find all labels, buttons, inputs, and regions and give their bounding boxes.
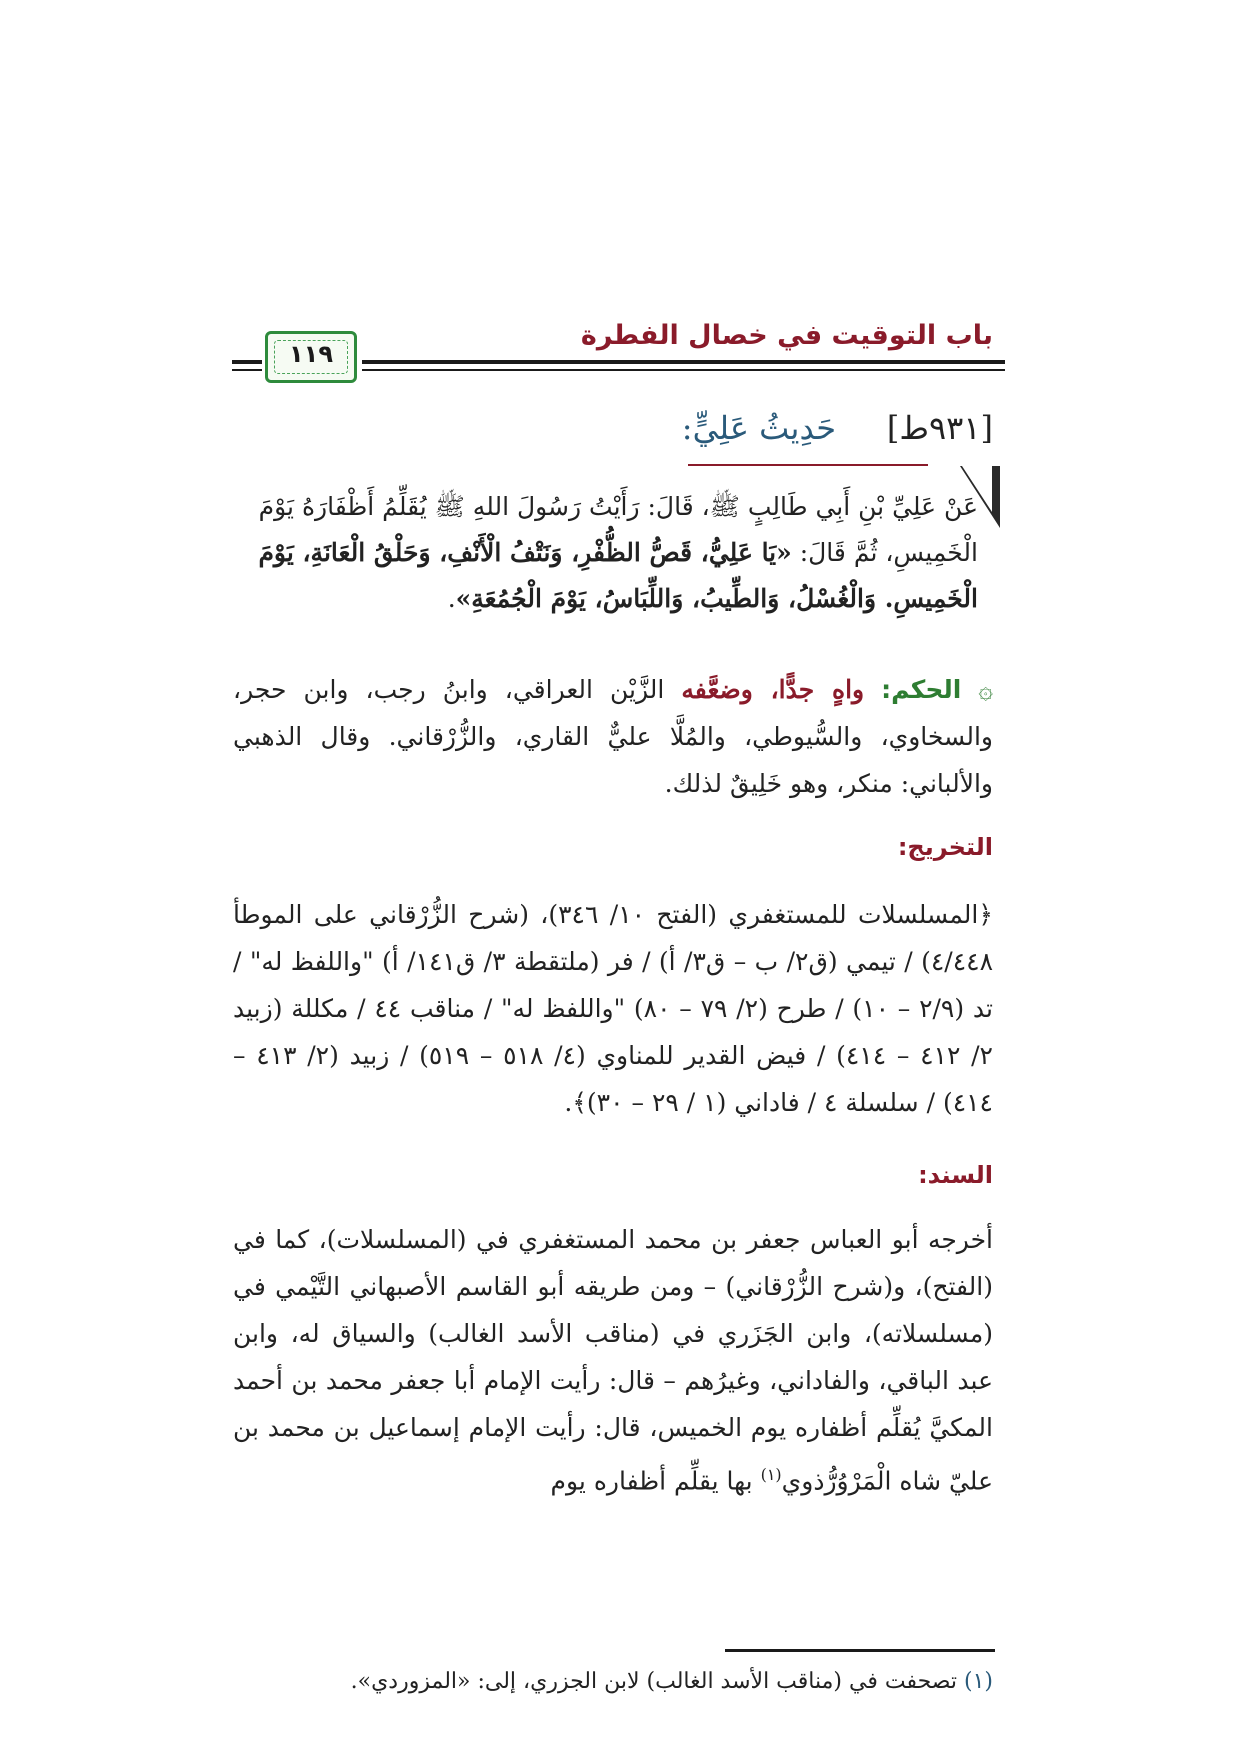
header-rule-bottom-right [362,369,1005,371]
flower-icon: ۞ [978,675,993,704]
ruling-value: واهٍ جدًّا، وضعَّفه [681,675,865,704]
header-rule-bottom-left [232,369,262,371]
page-number-badge [265,331,357,383]
footnote-marker: (١) [963,1669,993,1694]
hadith-text-bold: «يَا عَلِيُّ، قَصُّ الظُّفْرِ، وَنَتْفُ الْأَنْفِ، وَحَلْقُ الْعَانَةِ، يَوْمَ الْخَمِيسِ. وَالْغُسْلُ، وَالطِّيبُ، وَاللِّبَاسُ، يَوْمَ الْجُمُعَةِ» [258,538,978,613]
hadith-heading [273,403,993,453]
hadith-text [218,484,978,622]
hadith-text-end: . [447,584,456,613]
ruling-text: الزَّيْن العراقي، وابنُ رجب، وابن حجر، والسخاوي، والسُّيوطي، والمُلَّا عليٌّ القاري، والزُّرْقاني. وقال الذهبي والألباني: منكر، وهو خَلِيقٌ لذلك. [233,675,993,798]
header-rule-top-left [232,360,262,364]
footnote [233,1664,993,1700]
sanad-text-end: بها يقلِّم أظفاره يوم [550,1466,761,1496]
ruling-paragraph [233,666,993,807]
sanad-label: السند: [918,1161,993,1189]
ruling-label: الحكم: [881,675,962,704]
footnote-text: تصحفت في (مناقب الأسد الغالب) لابن الجزري، إلى: «المزوردي». [350,1669,964,1694]
takhrij-label: التخريج: [897,833,993,861]
sanad-paragraph [233,1216,993,1504]
footnote-ref: (١) [760,1465,782,1484]
hadith-title: حَدِيثُ عَلِيٍّ: [681,409,837,447]
takhrij-text: ﴿المسلسلات للمستغفري (الفتح ١٠/ ٣٤٦)، (شرح الزُّرْقاني على الموطأ ٤/٤٤٨) / تيمي (ق٢/ ب – ق٣/ أ) / فر (ملتقطة ٣/ ق١٤١/ أ) "واللفظ له" / تد (٢/٩ – ١٠) / طرح (٢/ ٧٩ – ٨٠) "واللفظ له" / مناقب ٤٤ / مكللة (زبيد ٢/ ٤١٢ – ٤١٤) / فيض القدير للمناوي (٤/ ٥١٨ – ٥١٩) / زبيد (٢/ ٤١٣ – ٤١٤) / سلسلة ٤ / فاداني (١ / ٢٩ – ٣٠)﴾. [233,900,994,1117]
hadith-number: [٩٣١ط] [886,409,993,447]
hadith-text-plain: عَنْ عَلِيِّ بْنِ أَبِي طَالِبٍ ﷺ، قَالَ: رَأَيْتُ رَسُولَ اللهِ ﷺ يُقَلِّمُ أَظْفَارَهُ يَوْمَ الْخَمِيسِ، ثُمَّ قَالَ: [258,492,978,567]
title-underline [688,464,928,466]
page-number: ١١٩ [289,340,333,368]
header-rule-top-right [362,360,1005,364]
chapter-title: باب التوقيت في خصال الفطرة [580,320,993,351]
footnote-rule [725,1649,995,1652]
sanad-text: أخرجه أبو العباس جعفر بن محمد المستغفري في (المسلسلات)، كما في (الفتح)، و(شرح الزُّرْقاني) – ومن طريقه أبو القاسم الأصبهاني التَّيْمي في (مسلسلاته)، وابن الجَزَري في (مناقب الأسد الغالب) والسياق له، وابن عبد الباقي، والفاداني، وغيرُهم – قال: رأيت الإمام أبا جعفر محمد بن أحمد المكيَّ يُقلِّم أظفاره يوم الخميس، قال: رأيت الإمام إسماعيل بن محمد بن عليّ شاه الْمَرْوُرُّذوي [233,1225,993,1496]
